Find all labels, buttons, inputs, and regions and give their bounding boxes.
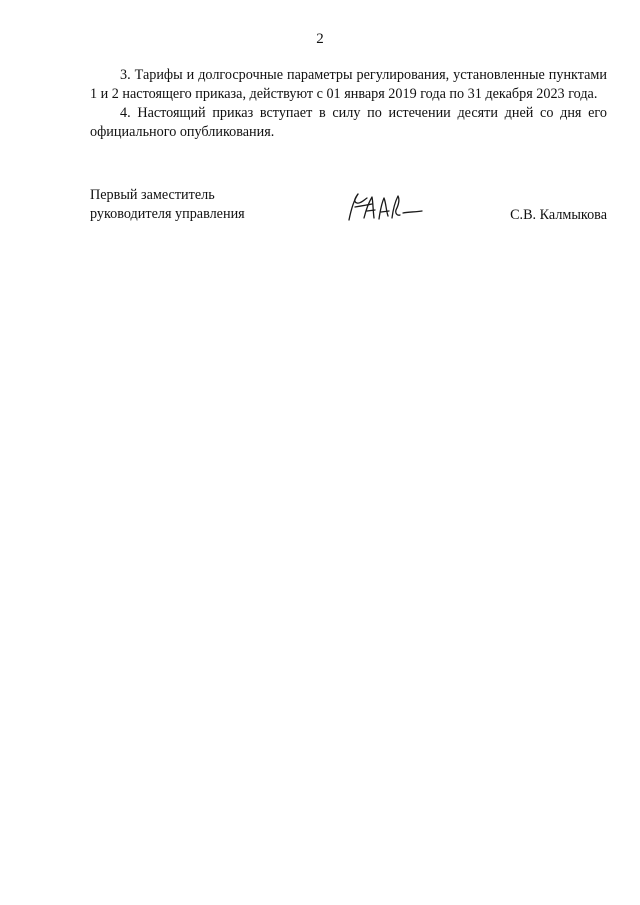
document-body bbox=[90, 66, 607, 142]
paragraph-4-effective-date: 4. Настоящий приказ вступает в силу по истечении десяти дней со дня его официального опубликования. bbox=[90, 105, 607, 140]
signer-title-line-2: руководителя управления bbox=[90, 206, 245, 222]
signature-block bbox=[90, 186, 607, 236]
handwritten-signature-icon bbox=[345, 188, 425, 228]
paragraph-3-tariffs: 3. Тарифы и долгосрочные параметры регулирования, установленные пунктами 1 и 2 настоящего приказа, действуют с 01 января 2019 года по 31 декабря 2023 года. bbox=[90, 67, 607, 102]
signer-title bbox=[90, 186, 245, 224]
signer-title-line-1: Первый заместитель bbox=[90, 187, 215, 203]
signer-name: С.В. Калмыкова bbox=[510, 207, 607, 223]
page-number: 2 bbox=[316, 31, 324, 47]
